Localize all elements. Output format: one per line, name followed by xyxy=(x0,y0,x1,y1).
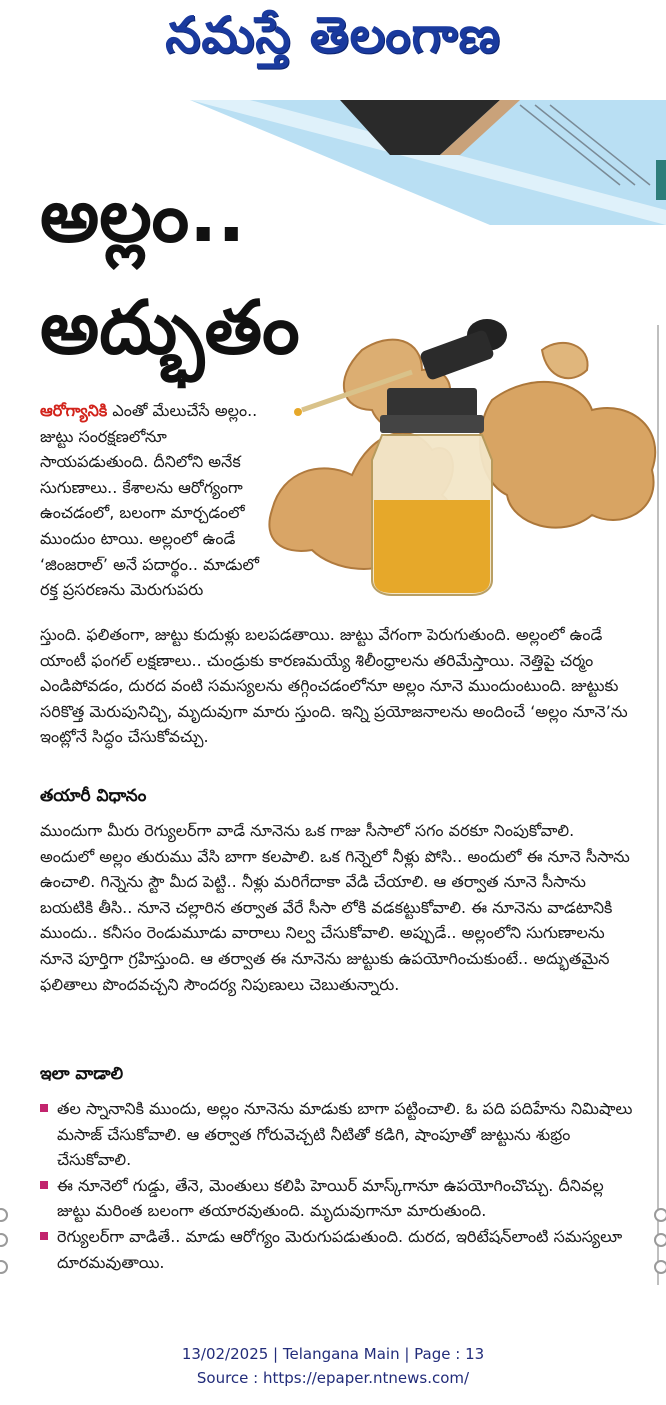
headline-line-2: అద్భుతం xyxy=(40,285,300,371)
newspaper-logo: నమస్తే తెలంగాణ xyxy=(165,6,501,64)
edition-info: 13/02/2025 | Telangana Main | Page : 13 xyxy=(181,1345,485,1363)
bullet-square-icon xyxy=(40,1232,48,1240)
intro-paragraph-narrow xyxy=(40,398,270,603)
ginger-oil-photo xyxy=(262,310,666,600)
usage-item-1: తల స్నానానికి ముందు, అల్లం నూనెను మాడుకు బాగా పట్టించాలి. ఓ పది పదిహేను నిమిషాలు మసాజ్ చేసుకోవాలి. ఆ తర్వాత గోరువెచ్చటి నీటితో కడిగి, షాంపూతో జుట్టును శుభ్రం చేసుకోవాలి. xyxy=(57,1099,633,1170)
source-link[interactable]: Source : https://epaper.ntnews.com/ xyxy=(196,1369,470,1387)
binding-ring-icon xyxy=(654,1208,666,1222)
list-item xyxy=(40,1096,640,1173)
binding-ring-icon xyxy=(654,1233,666,1247)
lead-word: ఆరోగ్యానికి xyxy=(40,401,108,420)
masthead xyxy=(0,0,666,95)
intro-text-narrow: ఎంతో మేలుచేసే అల్లం.. జుట్టు సంరక్షణలోనూ సాయపడుతుంది. దీనిలోని అనేక సుగుణాలు.. కేశాలను ఆరోగ్యంగా ఉంచడంలో, బలంగా మార్చడంలో ముందుం టాయి. అల్లంలో ఉండే ‘జింజరాల్’ అనే పదార్థం.. మాడులో రక్త ప్రసరణను మెరుగుపరు xyxy=(40,401,259,600)
usage-list xyxy=(40,1096,640,1275)
list-item xyxy=(40,1173,640,1224)
bullet-square-icon xyxy=(40,1104,48,1112)
page-footer xyxy=(0,1342,666,1390)
preparation-heading: తయారీ విధానం xyxy=(40,786,147,806)
binding-ring-icon xyxy=(0,1233,8,1247)
intro-paragraph-wide: స్తుంది. ఫలితంగా, జుట్టు కుదుళ్లు బలపడతాయి. జుట్టు వేగంగా పెరుగుతుంది. అల్లంలో ఉండే యాంటీ ఫంగల్ లక్షణాలు.. చుండ్రుకు కారణమయ్యే శిలీంధ్రాలను తరిమేస్తాయి. నెత్తిపై చర్మం ఎండిపోవడం, దురద వంటి సమస్యలను తగ్గించడంలోనూ అల్లం నూనె ముందుంటుంది. జుట్టుకు సరికొత్త మెరుపునిచ్చి, మృదువుగా మారు స్తుంది. ఇన్ని ప్రయోజనాలను అందించే ‘అల్లం నూనె’ను ఇంట్లోనే సిద్ధం చేసుకోవచ్చు. xyxy=(40,625,628,747)
binding-ring-icon xyxy=(0,1208,8,1222)
binding-ring-icon xyxy=(654,1260,666,1274)
bullet-square-icon xyxy=(40,1181,48,1189)
usage-item-2: ఈ నూనెలో గుడ్డు, తేనె, మెంతులు కలిపి హెయిర్ మాస్క్‌గానూ ఉపయోగించొచ్చు. దీనివల్ల జుట్టు మరింత బలంగా తయారవుతుంది. మృదువుగానూ మారుతుంది. xyxy=(57,1175,604,1221)
column-rule xyxy=(657,325,659,1285)
headline-line-1: అల్లం.. xyxy=(40,173,246,259)
binding-ring-icon xyxy=(0,1260,8,1274)
usage-heading: ఇలా వాడాలి xyxy=(40,1064,124,1084)
usage-item-3: రెగ్యులర్‌గా వాడితే.. మాడు ఆరోగ్యం మెరుగుపడుతుంది. దురద, ఇరిటేషన్‌లాంటి సమస్యలూ దూరమవుతాయి. xyxy=(57,1226,623,1272)
list-item xyxy=(40,1224,640,1275)
preparation-body: ముందుగా మీరు రెగ్యులర్‌గా వాడే నూనెను ఒక గాజు సీసాలో సగం వరకూ నింపుకోవాలి. అందులో అల్లం తురుము వేసి బాగా కలపాలి. ఒక గిన్నెలో నీళ్లు పోసి.. అందులో ఈ నూనె సీసాను ఉంచాలి. గిన్నెను స్టౌ మీద పెట్టి.. నీళ్లు మరిగేదాకా వేడి చేయాలి. ఆ తర్వాత నూనె సీసాను బయటికి తీసి.. నూనె చల్లారిన తర్వాత వేరే సీసా లోకి వడకట్టుకోవాలి. ఈ నూనెను వాడటానికి ముందు.. కనీసం రెండుమూడు వారాలు నిల్వ చేసుకోవాలి. అప్పుడే.. అల్లంలోని సుగుణాలను నూనె పూర్తిగా గ్రహిస్తుంది. ఆ తర్వాత ఈ నూనెను జుట్టుకు ఉపయోగించుకుంటే.. అద్భుతమైన ఫలితాలు పొందవచ్చని సౌందర్య నిపుణులు చెబుతున్నారు. xyxy=(40,821,630,994)
